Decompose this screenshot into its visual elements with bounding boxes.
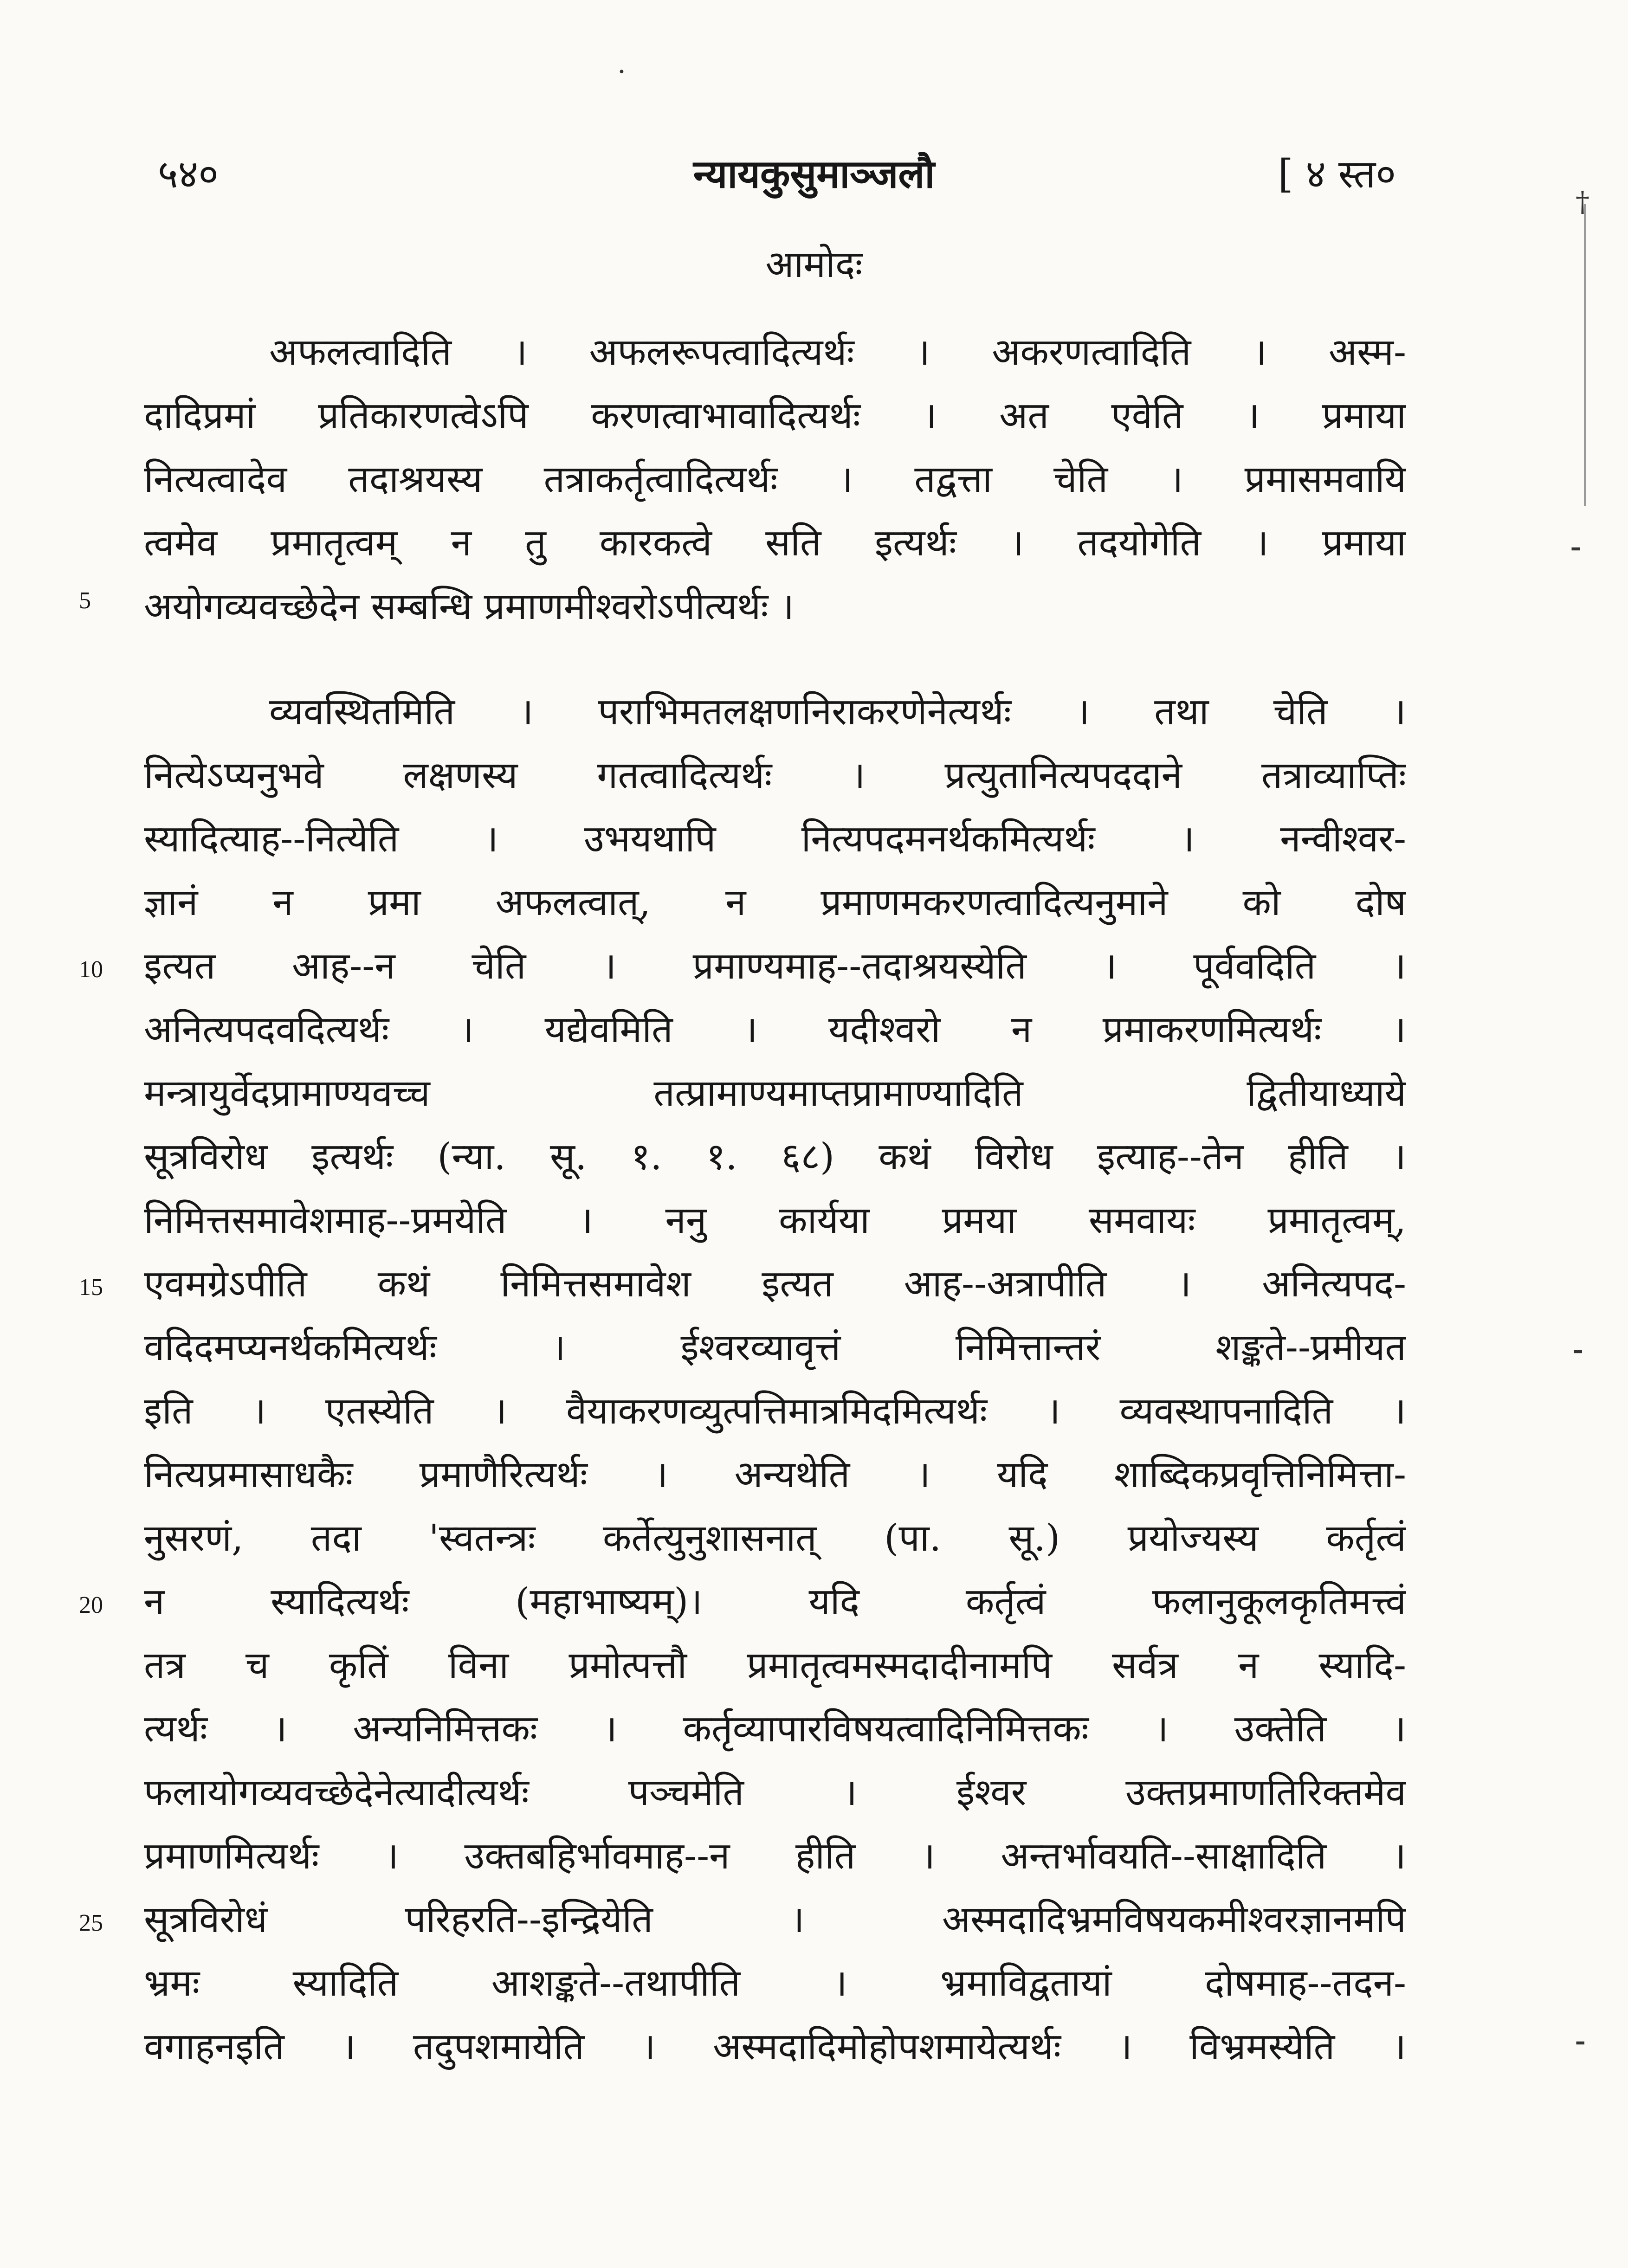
section-heading: आमोदः — [765, 243, 863, 286]
text-line: निमित्तसमावेशमाह--प्रमयेति । ननु कार्यया प्रमया समवायः प्रमातृत्वम्, — [144, 1198, 1406, 1242]
line-number: 20 — [79, 1592, 103, 1618]
text-line: वदिदमप्यनर्थकमित्यर्थः । ईश्वरव्यावृत्तं निमित्तान्तरं शङ्कते--प्रमीयत — [144, 1326, 1406, 1369]
running-title: न्यायकुसुमाञ्जलौ — [693, 151, 935, 197]
line-number: 25 — [79, 1910, 103, 1936]
text-line: अफलत्वादिति । अफलरूपत्वादित्यर्थः । अकरणत्वादिति । अस्म- — [269, 330, 1406, 374]
commentary-paragraph-1 — [144, 320, 1406, 638]
line-number: 15 — [79, 1274, 103, 1301]
margin-mark: ⁃ — [1569, 534, 1583, 566]
text-line: नुसरणं, तदा 'स्वतन्त्रः कर्तेत्युनुशासनात् (पा. सू.) प्रयोज्यस्य कर्तृत्वं — [144, 1516, 1406, 1559]
margin-rule — [1584, 204, 1586, 506]
text-line: अयोगव्यवच्छेदेन सम्बन्धि प्रमाणमीश्वरोऽपीत्यर्थः । — [144, 585, 795, 628]
text-line: इति । एतस्येति । वैयाकरणव्युत्पत्तिमात्रमिदमित्यर्थः । व्यवस्थापनादिति । — [144, 1389, 1406, 1432]
text-line: मन्त्रायुर्वेदप्रामाण्यवच्च तत्प्रामाण्यमाप्तप्रामाण्यादिति द्वितीयाध्याये — [144, 1071, 1406, 1115]
text-line: सूत्रविरोधं परिहरति--इन्द्रियेति । अस्मदादिभ्रमविषयकमीश्वरज्ञानमपि — [144, 1898, 1406, 1941]
chapter-marker: [ ४ स्त० — [1278, 151, 1396, 197]
page-number: ५४० — [158, 151, 219, 197]
margin-mark: · — [617, 56, 627, 88]
text-line: त्यर्थः । अन्यनिमित्तकः । कर्तृव्यापारविषयत्वादिनिमित्तकः । उक्तेति । — [144, 1707, 1406, 1750]
line-number: 10 — [79, 956, 103, 983]
text-line: नित्यप्रमासाधकैः प्रमाणैरित्यर्थः । अन्यथेति । यदि शाब्दिकप्रवृत्तिनिमित्ता- — [144, 1453, 1406, 1496]
text-line: स्यादित्याह--नित्येति । उभयथापि नित्यपदमनर्थकमित्यर्थः । नन्वीश्वर- — [144, 817, 1406, 860]
text-line: इत्यत आह--न चेति । प्रमाण्यमाह--तदाश्रयस्येति । पूर्ववदिति । — [144, 944, 1406, 987]
text-line: व्यवस्थितमिति । पराभिमतलक्षणनिराकरणेनेत्यर्थः । तथा चेति । — [269, 690, 1406, 733]
margin-mark: ⁃ — [1573, 2028, 1587, 2060]
text-line: फलायोगव्यवच्छेदेनेत्यादीत्यर्थः पञ्चमेति । ईश्वर उक्तप्रमाणतिरिक्तमेव — [144, 1771, 1406, 1814]
line-number: 5 — [79, 587, 91, 614]
margin-mark: ⁃ — [1571, 1336, 1585, 1369]
text-line: नित्यत्वादेव तदाश्रयस्य तत्राकर्तृत्वादित्यर्थः । तद्वत्ता चेति । प्रमासमवायि — [144, 457, 1406, 501]
text-line: ज्ञानं न प्रमा अफलत्वात्, न प्रमाणमकरणत्वादित्यनुमाने को दोष — [144, 881, 1406, 924]
commentary-paragraph-2 — [144, 680, 1406, 2078]
text-line: वगाहनइति । तदुपशमायेति । अस्मदादिमोहोपशमायेत्यर्थः । विभ्रमस्येति । — [144, 2025, 1406, 2068]
margin-mark: † — [1576, 186, 1589, 218]
text-line: अनित्यपदवदित्यर्थः । यद्येवमिति । यदीश्वरो न प्रमाकरणमित्यर्थः । — [144, 1008, 1406, 1051]
text-line: एवमग्रेऽपीति कथं निमित्तसमावेश इत्यत आह--अत्रापीति । अनित्यपद- — [144, 1262, 1406, 1305]
text-line: प्रमाणमित्यर्थः । उक्तबहिर्भावमाह--न हीति । अन्तर्भावयति--साक्षादिति । — [144, 1834, 1406, 1877]
text-line: नित्येऽप्यनुभवे लक्षणस्य गतत्वादित्यर्थः । प्रत्युतानित्यपददाने तत्राव्याप्तिः — [144, 754, 1406, 797]
text-line: सूत्रविरोध इत्यर्थः (न्या. सू. १. १. ६८) कथं विरोध इत्याह--तेन हीति । — [144, 1135, 1406, 1178]
text-line: त्वमेव प्रमातृत्वम् न तु कारकत्वे सति इत्यर्थः । तदयोगेति । प्रमाया — [144, 521, 1406, 564]
text-line: न स्यादित्यर्थः (महाभाष्यम्)। यदि कर्तृत्वं फलानुकूलकृतिमत्त्वं — [144, 1580, 1406, 1623]
text-line: तत्र च कृतिं विना प्रमोत्पत्तौ प्रमातृत्वमस्मदादीनामपि सर्वत्र न स्यादि- — [144, 1643, 1406, 1687]
text-line: भ्रमः स्यादिति आशङ्कते--तथापीति । भ्रमाविद्वतायां दोषमाह--तदन- — [144, 1961, 1406, 2004]
text-line: दादिप्रमां प्रतिकारणत्वेऽपि करणत्वाभावादित्यर्थः । अत एवेति । प्रमाया — [144, 394, 1406, 437]
